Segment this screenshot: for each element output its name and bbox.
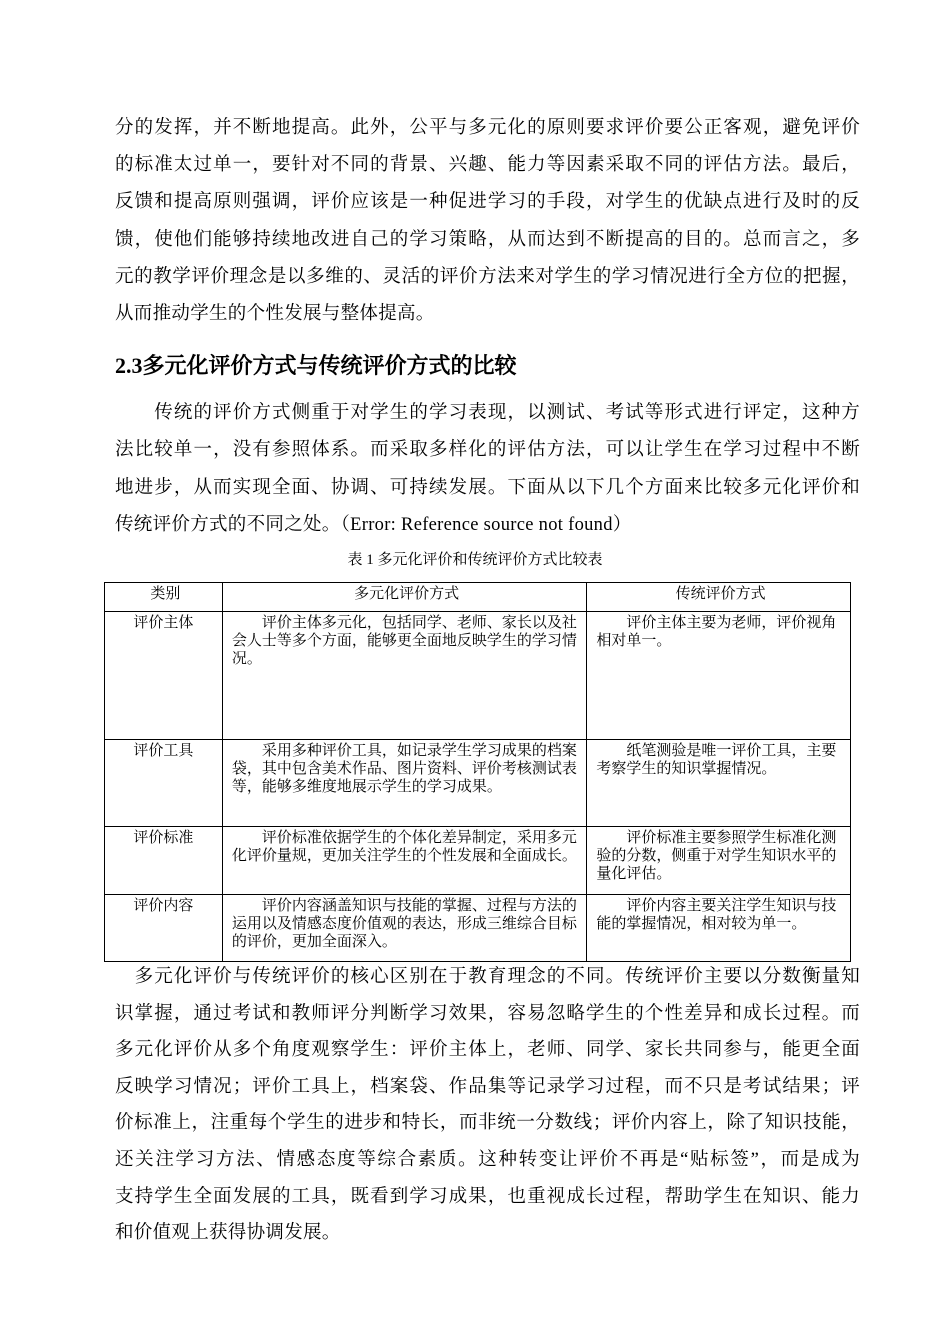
- table-header-row: [105, 583, 851, 612]
- text-line: 传统评价方式的不同之处。（Error: Reference source not found）: [115, 514, 632, 535]
- header-traditional: 传统评价方式: [587, 583, 851, 612]
- text-line: 馈，使他们能够持续地改进自己的学习策略，从而达到不断提高的目的。总而言之，多: [115, 229, 860, 250]
- cell-category: 评价标准: [105, 827, 223, 895]
- cell-text: 采用多种评价工具，如记录学生学习成果的档案袋，其中包含美术作品、图片资料、评价考核测试表等，能够多维度地展示学生的学习成果。: [231, 743, 577, 795]
- table-row: [105, 740, 851, 827]
- text-line: 支持学生全面发展的工具，既看到学习成果，也重视成长过程，帮助学生在知识、能力: [115, 1186, 860, 1207]
- cell-text: 纸笔测验是唯一评价工具，主要考察学生的知识掌握情况。: [596, 743, 837, 777]
- text-line: 和价值观上获得协调发展。: [115, 1223, 341, 1244]
- cell-diversified: [222, 895, 586, 962]
- cell-text: 评价标准依据学生的个体化差异制定，采用多元化评价量规，更加关注学生的个性发展和全面成长。: [231, 830, 577, 864]
- table-row: [105, 827, 851, 895]
- text-line: 的标准太过单一，要针对不同的背景、兴趣、能力等因素采取不同的评估方法。最后，: [115, 155, 860, 176]
- cell-traditional: [587, 612, 851, 740]
- text-line: 多元化评价与传统评价的核心区别在于教育理念的不同。传统评价主要以分数衡量知: [115, 967, 860, 987]
- text-line: 从而推动学生的个性发展与整体提高。: [115, 304, 435, 324]
- text-line: 还关注学习方法、情感态度等综合素质。这种转变让评价不再是“贴标签”，而是成为: [115, 1150, 860, 1170]
- cell-diversified: [222, 612, 586, 740]
- text-line: 地进步，从而实现全面、协调、可持续发展。下面从以下几个方面来比较多元化评价和: [115, 477, 860, 498]
- comparison-table: [104, 582, 851, 962]
- header-diversified: 多元化评价方式: [222, 583, 586, 612]
- table-row: [105, 895, 851, 962]
- cell-traditional: [587, 740, 851, 827]
- cell-diversified: [222, 827, 586, 895]
- cell-traditional: [587, 827, 851, 895]
- cell-text: 评价主体主要为老师，评价视角相对单一。: [596, 615, 837, 649]
- cell-traditional: [587, 895, 851, 962]
- cell-text: 评价内容涵盖知识与技能的掌握、过程与方法的运用以及情感态度价值观的表达，形成三维综合目标的评价，更加全面深入。: [231, 898, 577, 950]
- cell-diversified: [222, 740, 586, 827]
- table-row: [105, 612, 851, 740]
- header-category: 类别: [105, 583, 223, 612]
- table-caption: 表 1 多元化评价和传统评价方式比较表: [347, 552, 603, 568]
- cell-category: 评价工具: [105, 740, 223, 827]
- text-line: 元的教学评价理念是以多维的、灵活的评价方法来对学生的学习情况进行全方位的把握，: [115, 266, 860, 287]
- section-heading: 2.3多元化评价方式与传统评价方式的比较: [115, 353, 517, 378]
- cell-category: 评价主体: [105, 612, 223, 740]
- text-line: 法比较单一，没有参照体系。而采取多样化的评估方法，可以让学生在学习过程中不断: [115, 440, 860, 461]
- cell-category: 评价内容: [105, 895, 223, 962]
- text-line: 传统的评价方式侧重于对学生的学习表现，以测试、考试等形式进行评定，这种方: [115, 403, 860, 423]
- text-line: 反馈和提高原则强调，评价应该是一种促进学习的手段，对学生的优缺点进行及时的反: [115, 192, 860, 213]
- text-line: 多元化评价从多个角度观察学生：评价主体上，老师、同学、家长共同参与，能更全面: [115, 1040, 860, 1061]
- cell-text: 评价主体多元化，包括同学、老师、家长以及社会人士等多个方面，能够更全面地反映学生的学习情况。: [231, 615, 577, 667]
- text-line: 识掌握，通过考试和教师评分判断学习效果，容易忽略学生的个性差异和成长过程。而: [115, 1003, 860, 1024]
- text-line: 反映学习情况；评价工具上，档案袋、作品集等记录学习过程，而不只是考试结果；评: [115, 1076, 860, 1097]
- cell-text: 评价标准主要参照学生标准化测验的分数，侧重于对学生知识水平的量化评估。: [596, 830, 837, 882]
- cell-text: 评价内容主要关注学生知识与技能的掌握情况，相对较为单一。: [596, 898, 837, 932]
- text-line: 价标准上，注重每个学生的进步和特长，而非统一分数线；评价内容上，除了知识技能，: [115, 1113, 860, 1134]
- text-line: 分的发挥，并不断地提高。此外，公平与多元化的原则要求评价要公正客观，避免评价: [115, 118, 860, 138]
